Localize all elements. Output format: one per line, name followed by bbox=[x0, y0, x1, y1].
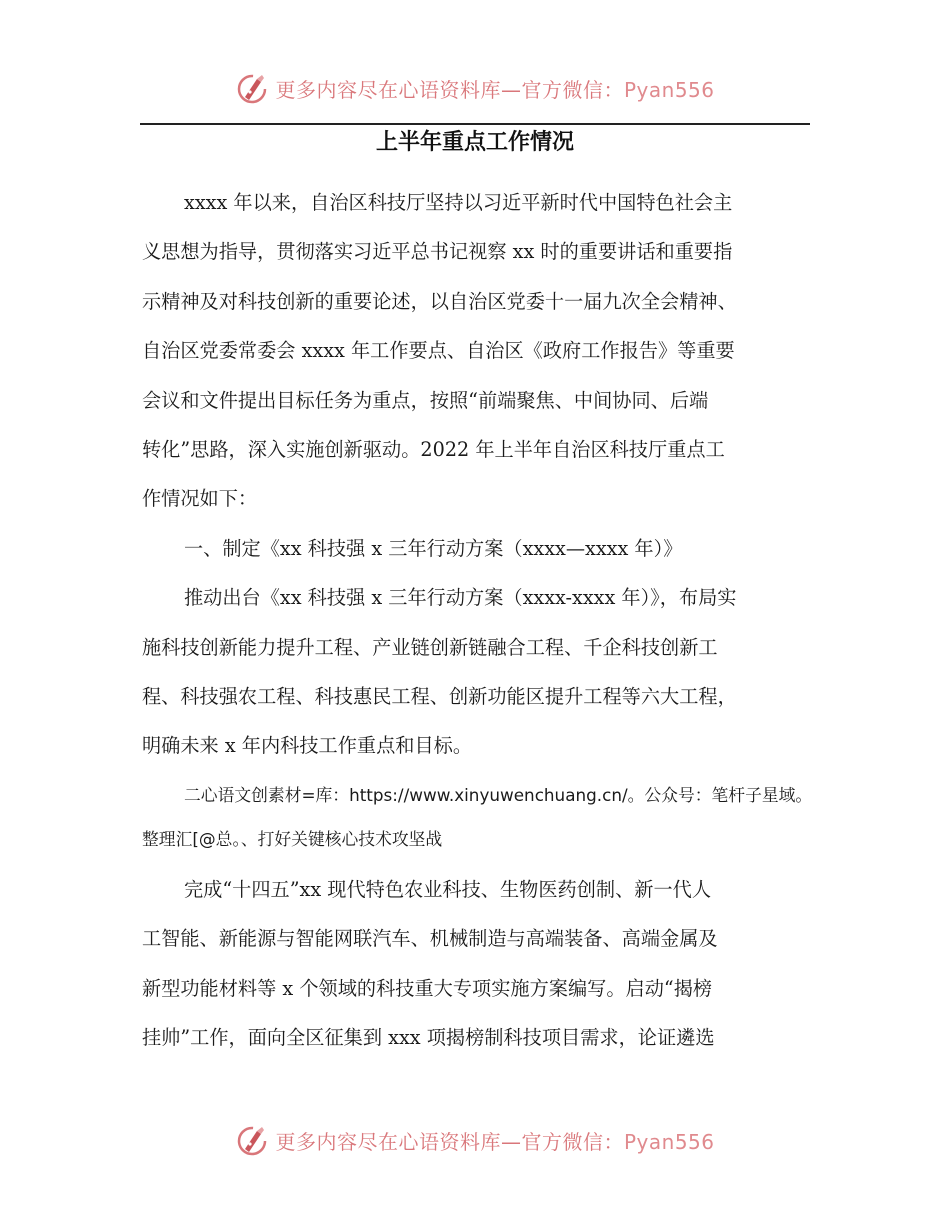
banner-handle: Pyan556 bbox=[623, 77, 715, 102]
footer-banner bbox=[0, 1118, 950, 1162]
text-line: 推动出台《xx 科技强 x 三年行动方案（xxxx-xxxx 年）》，布局实 bbox=[184, 586, 737, 610]
section-heading-1 bbox=[142, 524, 812, 573]
text-line: 作情况如下： bbox=[142, 487, 258, 511]
header-banner bbox=[0, 66, 950, 110]
text-line: 示精神及对科技创新的重要论述，以自治区党委十一届九次全会精神、 bbox=[142, 289, 737, 313]
banner-text: 更多内容尽在心语资料库—官方微信：Pyan556 bbox=[275, 77, 715, 102]
text-line: 程、科技强农工程、科技惠民工程、创新功能区提升工程等六大工程， bbox=[142, 685, 737, 709]
text-line: 明确未来 x 年内科技工作重点和目标。 bbox=[142, 734, 473, 758]
header-rule bbox=[140, 123, 810, 125]
pen-nib-logo-icon bbox=[235, 71, 269, 105]
text-line: 一、制定《xx 科技强 x 三年行动方案（xxxx—xxxx 年）》 bbox=[184, 536, 683, 560]
paragraph-intro bbox=[142, 178, 812, 524]
banner-handle: Pyan556 bbox=[623, 1129, 715, 1154]
pen-nib-logo-icon bbox=[235, 1123, 269, 1157]
section-heading-2 bbox=[142, 773, 812, 861]
text-line: 整理汇[@总。、打好关键核心技术攻坚战 bbox=[142, 828, 443, 849]
text-line: 工智能、新能源与智能网联汽车、机械制造与高端装备、高端金属及 bbox=[142, 927, 718, 951]
paragraph-section-1 bbox=[142, 573, 812, 771]
text-line: 挂帅”工作，面向全区征集到 xxx 项揭榜制科技项目需求，论证遴选 bbox=[142, 1026, 715, 1050]
text-line: 转化”思路，深入实施创新驱动。2022 年上半年自治区科技厅重点工 bbox=[142, 438, 725, 462]
text-line: 完成“十四五”xx 现代特色农业科技、生物医药创制、新一代人 bbox=[184, 877, 712, 901]
document-body bbox=[142, 178, 812, 1063]
text-line: 新型功能材料等 x 个领域的科技重大专项实施方案编写。启动“揭榜 bbox=[142, 976, 713, 1000]
text-line: 自治区党委常委会 xxxx 年工作要点、自治区《政府工作报告》等重要 bbox=[142, 339, 735, 363]
text-line: 二心语文创素材=库：https://www.xinyuwenchuang.cn/。公众号：笔杆子星域。 bbox=[184, 784, 813, 805]
paragraph-section-2 bbox=[142, 865, 812, 1063]
text-line: 义思想为指导，贯彻落实习近平总书记视察 xx 时的重要讲话和重要指 bbox=[142, 240, 733, 264]
document-title: 上半年重点工作情况 bbox=[375, 130, 574, 155]
text-line: 会议和文件提出目标任务为重点，按照“前端聚焦、中间协同、后端 bbox=[142, 388, 709, 412]
text-line: 施科技创新能力提升工程、产业链创新链融合工程、千企科技创新工 bbox=[142, 635, 718, 659]
banner-text: 更多内容尽在心语资料库—官方微信：Pyan556 bbox=[275, 1129, 715, 1154]
text-line: xxxx 年以来，自治区科技厅坚持以习近平新时代中国特色社会主 bbox=[184, 191, 733, 214]
